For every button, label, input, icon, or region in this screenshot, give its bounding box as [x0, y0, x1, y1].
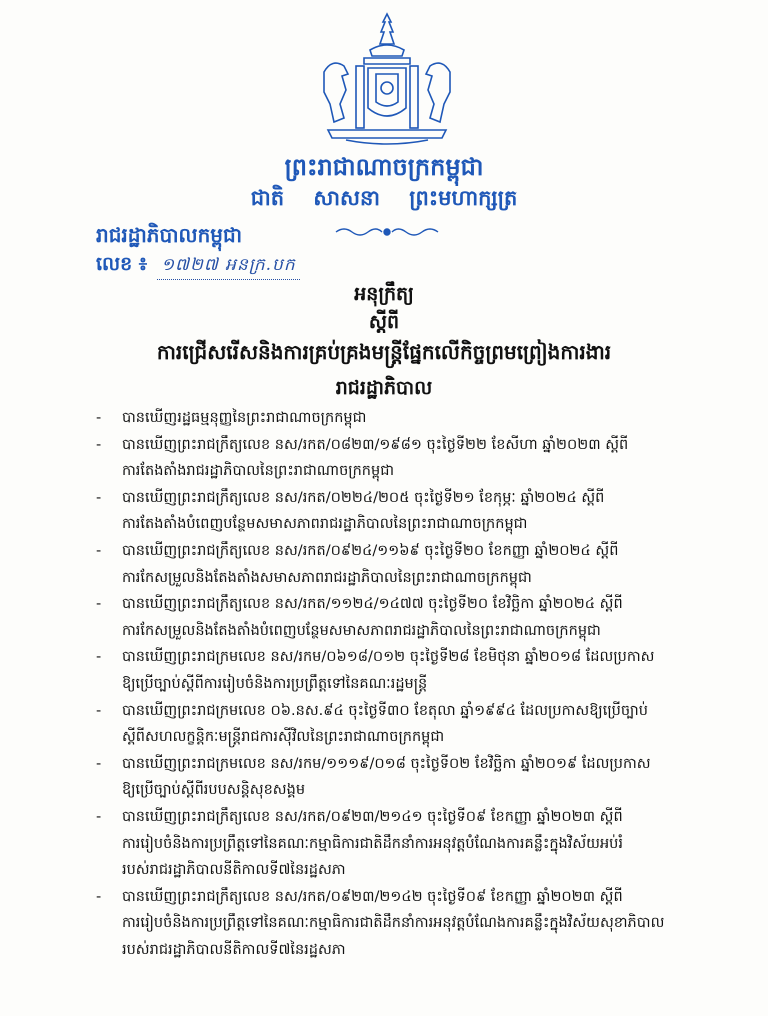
recital-text: បានឃើញព្រះរាជក្រឹត្យលេខ នស/រកត/០៩២៣/២១៤១ ចុះថ្ងៃទី០៩ ខែកញ្ញា ឆ្នាំ២០២៣ ស្ដីពី: [122, 808, 623, 825]
recital-line: [96, 831, 696, 858]
list-bullet: -: [96, 542, 102, 559]
list-bullet: [96, 511, 122, 538]
recital-line: [96, 698, 696, 725]
recital-line: [96, 591, 696, 618]
list-bullet: [96, 724, 122, 751]
recital-line: [96, 565, 696, 592]
recital-text: របស់រាជរដ្ឋាភិបាលនីតិកាលទី៧នៃរដ្ឋសភា: [122, 941, 346, 958]
recital-line: [96, 884, 696, 911]
recital-line: [96, 644, 696, 671]
recital-text: របស់រាជរដ្ឋាភិបាលនីតិកាលទី៧នៃរដ្ឋសភា: [122, 862, 346, 879]
recital-line: [96, 910, 696, 937]
recital-text: បានឃើញព្រះរាជក្រឹត្យលេខ នស/រកត/០២២៤/២០៥ ចុះថ្ងៃទី២១ ខែកុម្ភៈ ឆ្នាំ២០២៤ ស្ដីពី: [122, 489, 605, 506]
recital-text: បានឃើញព្រះរាជក្រមលេខ ០៦.នស.៩៤ ចុះថ្ងៃទី៣០ ខែតុលា ឆ្នាំ១៩៩៤ ដែលប្រកាសឱ្យប្រើច្បាប់: [122, 702, 648, 719]
recital-line: [96, 538, 696, 565]
list-bullet: [96, 458, 122, 485]
list-bullet: -: [96, 410, 102, 426]
divider-ornament: [332, 224, 442, 240]
list-bullet: -: [96, 702, 102, 719]
recital-text: បានឃើញព្រះរាជក្រឹត្យលេខ នស/រកត/០៨២៣/១៩៨១ ចុះថ្ងៃទី២២ ខែសីហា ឆ្នាំ២០២៣ ស្ដីពី: [122, 436, 629, 453]
document-number: [96, 252, 300, 280]
recital-line: [96, 485, 696, 512]
recital-text: បានឃើញរដ្ឋធម្មនុញ្ញនៃព្រះរាជាណាចក្រកម្ពុជា: [122, 410, 367, 426]
recital-line: [96, 937, 696, 964]
recital-line: [96, 804, 696, 831]
recital-line: [96, 458, 696, 485]
number-label: លេខ ៖: [96, 253, 148, 275]
recital-line: [96, 511, 696, 538]
recital-text: ការរៀបចំនិងការប្រព្រឹត្តទៅនៃគណៈកម្មាធិការជាតិដឹកនាំការអនុវត្តបំណែងការគន្លឹះក្នុងវិស័យអប់រំ: [122, 835, 623, 852]
document-subject: ការជ្រើសរើសនិងការគ្រប់គ្រងមន្ត្រីផ្នែកលើកិច្ចព្រមព្រៀងការងារ: [156, 340, 612, 364]
list-bullet: [96, 618, 122, 645]
list-bullet: [96, 671, 122, 698]
recital-text: ការរៀបចំនិងការប្រព្រឹត្តទៅនៃគណៈកម្មាធិការជាតិដឹកនាំការអនុវត្តបំណែងការគន្លឹះក្នុងវិស័យសុខាភិបាល: [122, 915, 665, 932]
recital-line: [96, 405, 696, 432]
recital-text: ការតែងតាំងរាជរដ្ឋាភិបាលនៃព្រះរាជាណាចក្រកម្ពុជា: [122, 463, 395, 480]
list-bullet: [96, 937, 122, 964]
recital-text: បានឃើញព្រះរាជក្រឹត្យលេខ នស/រកត/០៩២៤/១១៦៩ ចុះថ្ងៃទី២០ ខែកញ្ញា ឆ្នាំ២០២៤ ស្ដីពី: [122, 542, 619, 559]
recital-line: [96, 671, 696, 698]
document-type-title: អនុក្រឹត្យ: [354, 283, 414, 305]
national-motto: ជាតិ សាសនា ព្រះមហាក្សត្រ: [250, 186, 518, 210]
recital-line: [96, 432, 696, 459]
list-bullet: -: [96, 888, 102, 905]
list-bullet: -: [96, 489, 102, 506]
section-heading: រាជរដ្ឋាភិបាល: [335, 377, 433, 399]
recital-text: បានឃើញព្រះរាជក្រមលេខ នស/រកម/០៦១៨/០១២ ចុះថ្ងៃទី២៨ ខែមិថុនា ឆ្នាំ២០១៨ ដែលប្រកាស: [122, 649, 655, 666]
list-bullet: -: [96, 596, 102, 613]
recitals-list: [96, 405, 696, 963]
recital-text: ឱ្យប្រើច្បាប់ស្ដីពីរបបសន្តិសុខសង្គម: [122, 782, 306, 799]
recital-line: [96, 724, 696, 751]
list-bullet: [96, 777, 122, 804]
recital-text: ការកែសម្រួលនិងតែងតាំងសមាសភាពរាជរដ្ឋាភិបាលនៃព្រះរាជាណាចក្រកម្ពុជា: [122, 569, 532, 586]
list-bullet: [96, 910, 122, 937]
recital-line: [96, 777, 696, 804]
recital-text: បានឃើញព្រះរាជក្រឹត្យលេខ នស/រកត/១១២៤/១៤៧៧ ចុះថ្ងៃទី២០ ខែវិច្ឆិកា ឆ្នាំ២០២៤ ស្ដីពី: [122, 596, 623, 613]
recital-line: [96, 618, 696, 645]
recital-text: ស្ដីពីសហលក្ខន្តិកៈមន្ត្រីរាជការស៊ីវិលនៃព្រះរាជាណាចក្រកម្ពុជា: [122, 729, 445, 746]
recital-text: ការកែសម្រួលនិងតែងតាំងបំពេញបន្ថែមសមាសភាពរាជរដ្ឋាភិបាលនៃព្រះរាជាណាចក្រកម្ពុជា: [122, 622, 601, 639]
handwritten-number: ១៧២៧ អនក្រ.បក: [157, 254, 299, 280]
royal-arms-emblem: [318, 12, 456, 147]
list-bullet: -: [96, 436, 102, 453]
list-bullet: -: [96, 808, 102, 825]
kingdom-title: ព្រះរាជាណាចក្រកម្ពុជា: [284, 153, 484, 181]
recital-text: ការតែងតាំងបំពេញបន្ថែមសមាសភាពរាជរដ្ឋាភិបាលនៃព្រះរាជាណាចក្រកម្ពុជា: [122, 516, 528, 533]
list-bullet: -: [96, 755, 102, 772]
title-about: ស្ដីពី: [368, 311, 400, 333]
list-bullet: [96, 831, 122, 858]
recital-text: បានឃើញព្រះរាជក្រមលេខ នស/រកម/១១១៩/០១៨ ចុះថ្ងៃទី០២ ខែវិច្ឆិកា ឆ្នាំ២០១៩ ដែលប្រកាស: [122, 755, 651, 772]
government-name: រាជរដ្ឋាភិបាលកម្ពុជា: [96, 223, 242, 247]
recital-line: [96, 857, 696, 884]
recital-text: ឱ្យប្រើច្បាប់ស្ដីពីការរៀបចំនិងការប្រព្រឹត្តទៅនៃគណៈរដ្ឋមន្ត្រី: [122, 675, 428, 692]
recital-text: បានឃើញព្រះរាជក្រឹត្យលេខ នស/រកត/០៩២៣/២១៤២ ចុះថ្ងៃទី០៩ ខែកញ្ញា ឆ្នាំ២០២៣ ស្ដីពី: [122, 888, 623, 905]
list-bullet: -: [96, 649, 102, 666]
list-bullet: [96, 565, 122, 592]
recital-line: [96, 751, 696, 778]
list-bullet: [96, 857, 122, 884]
